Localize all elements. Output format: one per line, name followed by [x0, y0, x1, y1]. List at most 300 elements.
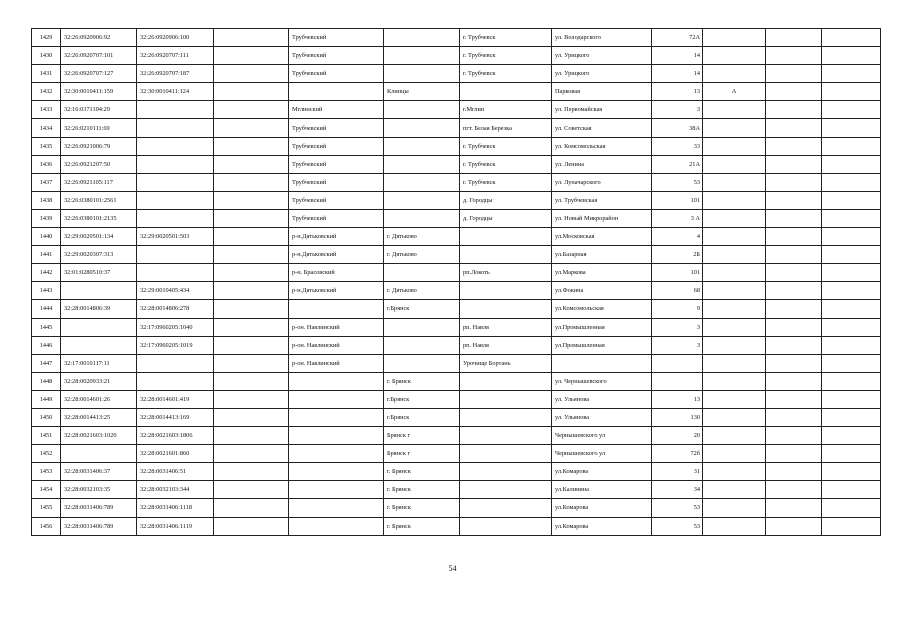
cell-row-number: 1446 — [32, 336, 61, 354]
cell-house-number: 34 — [652, 481, 703, 499]
cell-letter — [703, 390, 766, 408]
cell-street: ул.Комарова — [552, 463, 652, 481]
cell-city — [384, 318, 460, 336]
cell-extra-2 — [822, 155, 881, 173]
table-row — [32, 29, 881, 47]
cell-empty-col — [214, 481, 289, 499]
cell-extra-1 — [766, 408, 822, 426]
cell-district: Трубчевский — [289, 209, 384, 227]
cell-cadastral-number: 32:28:0031406:37 — [61, 463, 137, 481]
cell-house-number: 13 — [652, 83, 703, 101]
table-body — [32, 29, 881, 536]
cell-district — [289, 83, 384, 101]
cell-cadastral-number: 32:30:0010411:159 — [61, 83, 137, 101]
cell-empty-col — [214, 336, 289, 354]
cell-extra-1 — [766, 191, 822, 209]
cell-cadastral-number-2 — [137, 209, 214, 227]
cell-cadastral-number-2: 32:28:0014413:169 — [137, 408, 214, 426]
cell-empty-col — [214, 191, 289, 209]
table-row — [32, 191, 881, 209]
cell-city — [384, 173, 460, 191]
cell-extra-1 — [766, 445, 822, 463]
cell-district: р-н.Дятьковский — [289, 246, 384, 264]
cell-empty-col — [214, 83, 289, 101]
table-row — [32, 228, 881, 246]
table-row — [32, 83, 881, 101]
cell-cadastral-number: 32:17:0010117:11 — [61, 354, 137, 372]
cell-extra-2 — [822, 101, 881, 119]
cell-locality: г. Трубчевск — [460, 137, 552, 155]
cell-street: ул.Московская — [552, 228, 652, 246]
cell-house-number: 3 — [652, 101, 703, 119]
cell-city — [384, 65, 460, 83]
cell-cadastral-number-2 — [137, 155, 214, 173]
cell-locality — [460, 427, 552, 445]
cell-row-number: 1444 — [32, 300, 61, 318]
cell-cadastral-number-2: 32:28:0021601:860 — [137, 445, 214, 463]
cell-street — [552, 354, 652, 372]
cell-empty-col — [214, 101, 289, 119]
cell-cadastral-number-2: 32:17:0960205:1019 — [137, 336, 214, 354]
table-row — [32, 463, 881, 481]
cell-house-number: 53 — [652, 173, 703, 191]
cell-district — [289, 481, 384, 499]
cell-district — [289, 300, 384, 318]
cell-city — [384, 119, 460, 137]
cell-locality: г. Трубчевск — [460, 155, 552, 173]
table-row — [32, 246, 881, 264]
cell-extra-1 — [766, 137, 822, 155]
cell-cadastral-number-2: 32:28:0014806:278 — [137, 300, 214, 318]
cell-extra-2 — [822, 191, 881, 209]
cell-locality: рп. Навля — [460, 336, 552, 354]
cell-cadastral-number — [61, 336, 137, 354]
cell-cadastral-number-2 — [137, 101, 214, 119]
cell-empty-col — [214, 209, 289, 227]
cell-row-number: 1434 — [32, 119, 61, 137]
cell-empty-col — [214, 408, 289, 426]
cell-row-number: 1438 — [32, 191, 61, 209]
cell-extra-1 — [766, 83, 822, 101]
cell-house-number: 53 — [652, 499, 703, 517]
cell-locality: рп. Навля — [460, 318, 552, 336]
cell-house-number: 53 — [652, 517, 703, 535]
cell-cadastral-number-2: 32:26:0920707:187 — [137, 65, 214, 83]
cell-letter — [703, 372, 766, 390]
table-row — [32, 481, 881, 499]
cell-extra-1 — [766, 427, 822, 445]
cell-locality — [460, 282, 552, 300]
cell-cadastral-number: 32:29:0020501:134 — [61, 228, 137, 246]
cell-letter — [703, 463, 766, 481]
cell-city: г. Брянск — [384, 481, 460, 499]
cell-letter — [703, 318, 766, 336]
cell-row-number: 1450 — [32, 408, 61, 426]
cell-extra-1 — [766, 300, 822, 318]
cell-row-number: 1436 — [32, 155, 61, 173]
cell-city — [384, 155, 460, 173]
cell-locality — [460, 228, 552, 246]
cell-district — [289, 499, 384, 517]
cell-house-number: 20 — [652, 427, 703, 445]
cell-extra-2 — [822, 246, 881, 264]
cell-street: ул. Чернышевского — [552, 372, 652, 390]
cell-letter — [703, 517, 766, 535]
cell-extra-1 — [766, 463, 822, 481]
cell-cadastral-number: 32:26:0921105:117 — [61, 173, 137, 191]
cell-row-number: 1443 — [32, 282, 61, 300]
cell-street: ул.Калинина — [552, 481, 652, 499]
cell-letter — [703, 155, 766, 173]
cell-row-number: 1431 — [32, 65, 61, 83]
cell-cadastral-number: 32:28:0014806:39 — [61, 300, 137, 318]
cell-empty-col — [214, 318, 289, 336]
cell-extra-1 — [766, 390, 822, 408]
cell-cadastral-number: 32:01:0280510:37 — [61, 264, 137, 282]
cell-district: Трубчевский — [289, 47, 384, 65]
cell-city — [384, 137, 460, 155]
cell-row-number: 1456 — [32, 517, 61, 535]
cell-cadastral-number-2: 32:28:0031406:1119 — [137, 517, 214, 535]
cell-letter — [703, 264, 766, 282]
cell-house-number: 4 — [652, 228, 703, 246]
cell-extra-2 — [822, 481, 881, 499]
cell-cadastral-number — [61, 445, 137, 463]
cell-extra-1 — [766, 499, 822, 517]
cell-cadastral-number: 32:26:0380101:2561 — [61, 191, 137, 209]
cell-street: ул. Новый Микрорайон — [552, 209, 652, 227]
cell-house-number: 3 — [652, 336, 703, 354]
cell-letter — [703, 119, 766, 137]
cell-row-number: 1453 — [32, 463, 61, 481]
cell-letter — [703, 173, 766, 191]
table-row — [32, 282, 881, 300]
cell-house-number: 33 — [652, 137, 703, 155]
table-row — [32, 209, 881, 227]
cell-house-number: 72А — [652, 29, 703, 47]
cell-cadastral-number: 32:26:0921207:50 — [61, 155, 137, 173]
table-row — [32, 372, 881, 390]
cell-extra-2 — [822, 517, 881, 535]
cell-letter — [703, 300, 766, 318]
cell-city: Клинцы — [384, 83, 460, 101]
cell-house-number: 101 — [652, 191, 703, 209]
cell-locality: Урочище Бортань — [460, 354, 552, 372]
cell-street: ул. Урицкого — [552, 47, 652, 65]
cell-empty-col — [214, 119, 289, 137]
cell-empty-col — [214, 390, 289, 408]
cell-house-number: 14 — [652, 47, 703, 65]
cell-extra-1 — [766, 372, 822, 390]
cell-row-number: 1437 — [32, 173, 61, 191]
cell-empty-col — [214, 354, 289, 372]
cell-street: ул. Первомайская — [552, 101, 652, 119]
cell-letter — [703, 282, 766, 300]
cell-letter — [703, 427, 766, 445]
cell-empty-col — [214, 47, 289, 65]
cell-empty-col — [214, 264, 289, 282]
cell-cadastral-number-2: 32:28:0014601:419 — [137, 390, 214, 408]
cell-street: ул.Базарная — [552, 246, 652, 264]
cell-cadastral-number: 32:28:0014601:26 — [61, 390, 137, 408]
cell-house-number — [652, 372, 703, 390]
cell-street: ул. Ульянова — [552, 408, 652, 426]
cell-street: ул. Урицкого — [552, 65, 652, 83]
cell-extra-2 — [822, 282, 881, 300]
cell-district — [289, 517, 384, 535]
cell-street: ул.Комсомольская — [552, 300, 652, 318]
cell-cadastral-number-2: 32:28:0021603:1806 — [137, 427, 214, 445]
cell-letter — [703, 408, 766, 426]
cell-locality — [460, 499, 552, 517]
cell-extra-2 — [822, 209, 881, 227]
cell-empty-col — [214, 137, 289, 155]
cell-extra-1 — [766, 228, 822, 246]
cell-empty-col — [214, 155, 289, 173]
cell-letter: А — [703, 83, 766, 101]
cell-city: г. Брянск — [384, 499, 460, 517]
cell-locality: г. Трубчевск — [460, 29, 552, 47]
cell-empty-col — [214, 173, 289, 191]
cell-city: г.Брянск — [384, 300, 460, 318]
cell-district — [289, 445, 384, 463]
cell-cadastral-number: 32:26:0921006:79 — [61, 137, 137, 155]
cell-extra-2 — [822, 300, 881, 318]
cell-cadastral-number-2 — [137, 173, 214, 191]
table-row — [32, 155, 881, 173]
cell-district — [289, 390, 384, 408]
cell-cadastral-number: 32:29:0020307:313 — [61, 246, 137, 264]
table-row — [32, 499, 881, 517]
cell-city: г.Брянск — [384, 408, 460, 426]
cell-street: ул. Советская — [552, 119, 652, 137]
cell-empty-col — [214, 445, 289, 463]
cell-city — [384, 354, 460, 372]
cell-street: ул. Ленина — [552, 155, 652, 173]
cell-extra-1 — [766, 264, 822, 282]
cell-locality: рп.Локоть — [460, 264, 552, 282]
cell-house-number: 3 — [652, 318, 703, 336]
cell-letter — [703, 29, 766, 47]
cell-cadastral-number-2 — [137, 191, 214, 209]
cell-locality — [460, 246, 552, 264]
cell-cadastral-number-2 — [137, 372, 214, 390]
cell-extra-2 — [822, 354, 881, 372]
cell-cadastral-number-2: 32:29:0010405:434 — [137, 282, 214, 300]
cell-cadastral-number: 32:26:0210111:69 — [61, 119, 137, 137]
cell-house-number: 68 — [652, 282, 703, 300]
cell-empty-col — [214, 65, 289, 83]
cell-cadastral-number-2: 32:17:0960205:1040 — [137, 318, 214, 336]
cell-letter — [703, 445, 766, 463]
cell-row-number: 1440 — [32, 228, 61, 246]
cell-extra-2 — [822, 390, 881, 408]
cell-street: ул.Фокина — [552, 282, 652, 300]
cell-row-number: 1439 — [32, 209, 61, 227]
cell-locality — [460, 300, 552, 318]
cell-locality — [460, 83, 552, 101]
cell-cadastral-number — [61, 282, 137, 300]
cell-locality: г. Трубчевск — [460, 173, 552, 191]
cell-cadastral-number-2: 32:29:0020501:503 — [137, 228, 214, 246]
cell-house-number: 72б — [652, 445, 703, 463]
cell-extra-1 — [766, 481, 822, 499]
cell-house-number: 14 — [652, 65, 703, 83]
cell-cadastral-number-2: 32:26:0920906:100 — [137, 29, 214, 47]
table-row — [32, 264, 881, 282]
cell-city: г. Брянск — [384, 372, 460, 390]
cell-locality — [460, 517, 552, 535]
registry-table — [31, 28, 881, 536]
cell-city — [384, 209, 460, 227]
cell-locality: г. Трубчевск — [460, 65, 552, 83]
cell-cadastral-number-2: 32:28:0031406:1118 — [137, 499, 214, 517]
table-row — [32, 119, 881, 137]
cell-row-number: 1432 — [32, 83, 61, 101]
cell-extra-1 — [766, 155, 822, 173]
cell-district: Трубчевский — [289, 119, 384, 137]
cell-letter — [703, 354, 766, 372]
cell-street: ул.Маркова — [552, 264, 652, 282]
cell-extra-2 — [822, 228, 881, 246]
cell-extra-2 — [822, 264, 881, 282]
cell-street: ул. Володарского — [552, 29, 652, 47]
table-row — [32, 101, 881, 119]
cell-district: Трубчевский — [289, 173, 384, 191]
cell-extra-2 — [822, 119, 881, 137]
cell-cadastral-number-2 — [137, 137, 214, 155]
cell-empty-col — [214, 517, 289, 535]
table-row — [32, 427, 881, 445]
cell-extra-1 — [766, 101, 822, 119]
cell-row-number: 1433 — [32, 101, 61, 119]
cell-district — [289, 372, 384, 390]
cell-extra-2 — [822, 137, 881, 155]
cell-extra-1 — [766, 354, 822, 372]
table-row — [32, 354, 881, 372]
cell-district: Трубчевский — [289, 191, 384, 209]
cell-street: Чернышевского ул — [552, 427, 652, 445]
cell-cadastral-number-2: 32:28:0031406:51 — [137, 463, 214, 481]
cell-extra-2 — [822, 65, 881, 83]
cell-street: ул. Луначарского — [552, 173, 652, 191]
cell-extra-2 — [822, 372, 881, 390]
cell-cadastral-number: 32:28:0032103:35 — [61, 481, 137, 499]
cell-row-number: 1454 — [32, 481, 61, 499]
cell-district: Трубчевский — [289, 155, 384, 173]
cell-city: г. Дятьково — [384, 228, 460, 246]
cell-locality — [460, 463, 552, 481]
cell-extra-1 — [766, 29, 822, 47]
cell-extra-1 — [766, 336, 822, 354]
table-row — [32, 300, 881, 318]
cell-street: ул. Комсомольская — [552, 137, 652, 155]
cell-row-number: 1435 — [32, 137, 61, 155]
cell-street: ул.Промышленная — [552, 336, 652, 354]
table-row — [32, 445, 881, 463]
table-row — [32, 408, 881, 426]
cell-extra-2 — [822, 463, 881, 481]
cell-cadastral-number — [61, 318, 137, 336]
cell-row-number: 1441 — [32, 246, 61, 264]
cell-locality: пгт. Белая Березка — [460, 119, 552, 137]
table-row — [32, 137, 881, 155]
cell-district: р-он. Навлинский — [289, 336, 384, 354]
cell-cadastral-number: 32:28:0021603:1020 — [61, 427, 137, 445]
cell-city — [384, 101, 460, 119]
cell-extra-2 — [822, 83, 881, 101]
cell-city: Брянск г — [384, 427, 460, 445]
cell-letter — [703, 137, 766, 155]
cell-district — [289, 463, 384, 481]
cell-empty-col — [214, 463, 289, 481]
page-number: 54 — [448, 564, 457, 573]
cell-extra-2 — [822, 318, 881, 336]
cell-extra-2 — [822, 499, 881, 517]
cell-cadastral-number: 32:26:0380101:2135 — [61, 209, 137, 227]
cell-house-number: 9 — [652, 300, 703, 318]
cell-house-number: 130 — [652, 408, 703, 426]
cell-street: Чернышевского ул — [552, 445, 652, 463]
cell-empty-col — [214, 282, 289, 300]
cell-locality — [460, 481, 552, 499]
cell-extra-1 — [766, 65, 822, 83]
cell-letter — [703, 228, 766, 246]
cell-city — [384, 264, 460, 282]
cell-city: Брянск г — [384, 445, 460, 463]
cell-street: ул. Ульянова — [552, 390, 652, 408]
cell-extra-2 — [822, 47, 881, 65]
cell-house-number: 21А — [652, 155, 703, 173]
cell-letter — [703, 336, 766, 354]
table-row — [32, 65, 881, 83]
cell-row-number: 1445 — [32, 318, 61, 336]
cell-extra-2 — [822, 427, 881, 445]
cell-letter — [703, 499, 766, 517]
table-row — [32, 390, 881, 408]
cell-house-number: 2Б — [652, 246, 703, 264]
cell-cadastral-number: 32:28:0014413:25 — [61, 408, 137, 426]
cell-extra-2 — [822, 445, 881, 463]
cell-locality — [460, 445, 552, 463]
cell-extra-2 — [822, 173, 881, 191]
cell-row-number: 1455 — [32, 499, 61, 517]
cell-district: р-н.Дятьковский — [289, 228, 384, 246]
table-row — [32, 517, 881, 535]
cell-cadastral-number-2 — [137, 246, 214, 264]
cell-locality: д. Городцы — [460, 191, 552, 209]
cell-locality — [460, 372, 552, 390]
cell-district: Трубчевский — [289, 29, 384, 47]
cell-city — [384, 336, 460, 354]
cell-empty-col — [214, 499, 289, 517]
cell-house-number: 31 — [652, 463, 703, 481]
cell-locality — [460, 390, 552, 408]
cell-house-number: 3 А — [652, 209, 703, 227]
table-row — [32, 336, 881, 354]
cell-letter — [703, 209, 766, 227]
cell-extra-1 — [766, 173, 822, 191]
cell-city: г. Дятьково — [384, 282, 460, 300]
cell-row-number: 1447 — [32, 354, 61, 372]
cell-extra-1 — [766, 209, 822, 227]
cell-cadastral-number: 32:28:0020933:21 — [61, 372, 137, 390]
cell-district: Трубчевский — [289, 65, 384, 83]
cell-empty-col — [214, 246, 289, 264]
cell-city: г. Дятьково — [384, 246, 460, 264]
cell-extra-1 — [766, 517, 822, 535]
cell-extra-1 — [766, 47, 822, 65]
